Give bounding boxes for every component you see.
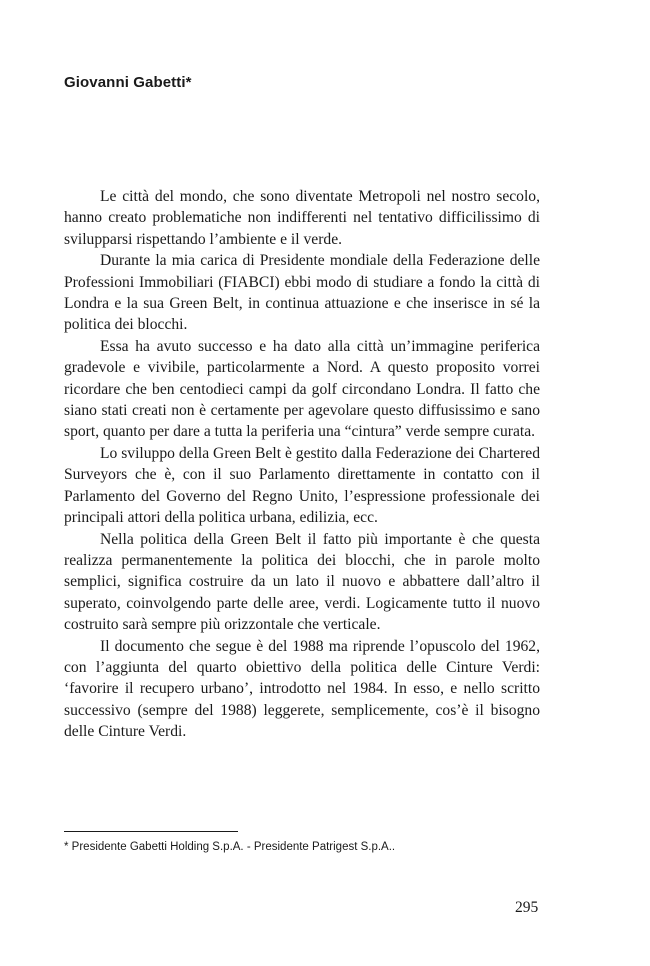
author-heading: Giovanni Gabetti*: [64, 74, 192, 91]
paragraph: Nella politica della Green Belt il fatto più importante è che questa realizza permanentemente la politica dei blocchi, che in parole molto semplici, significa costruire da un lato il nuovo e abbattere dall’altro il superato, coinvolgendo parte delle aree, verdi. Logicamente tutto il nuovo costruito sarà sempre più orizzontale che verticale.: [64, 530, 540, 634]
page-number: 295: [515, 899, 539, 916]
paragraph: Lo sviluppo della Green Belt è gestito dalla Federazione dei Chartered Surveyors che è, con il suo Parlamento direttamente in contatto con il Parlamento del Governo del Regno Unito, l’espressione professionale dei principali attori della politica urbana, edilizia, ecc.: [64, 444, 540, 527]
paragraph: Le città del mondo, che sono diventate Metropoli nel nostro secolo, hanno creato problematiche non indifferenti nel tentativo difficilissimo di svilupparsi rispettando l’ambiente e il verde.: [64, 188, 540, 248]
article-body: [64, 186, 540, 743]
footnote: * Presidente Gabetti Holding S.p.A. - Presidente Patrigest S.p.A..: [64, 841, 396, 853]
paragraph: Durante la mia carica di Presidente mondiale della Federazione delle Professioni Immobiliari (FIABCI) ebbi modo di studiare a fondo la città di Londra e la sua Green Belt, in continua attuazione e che inserisce in sé la politica dei blocchi.: [64, 252, 540, 334]
paragraph: Essa ha avuto successo e ha dato alla città un’immagine periferica gradevole e vivibile, particolarmente a Nord. A questo proposito vorrei ricordare che ben centodieci campi da golf circondano Londra. Il fatto che siano stati creati non è certamente per agevolare questo diffusissimo e sano sport, quanto per dare a tutta la periferia una “cintura” verde sempre curata.: [64, 337, 540, 441]
footnote-divider: [64, 831, 238, 832]
paragraph: Il documento che segue è del 1988 ma riprende l’opuscolo del 1962, con l’aggiunta del quarto obiettivo della politica delle Cinture Verdi: ‘favorire il recupero urbano’, introdotto nel 1984. In esso, e nello scritto successivo (sempre del 1988) leggerete, semplicemente, cos’è il bisogno delle Cinture Verdi.: [64, 637, 540, 741]
